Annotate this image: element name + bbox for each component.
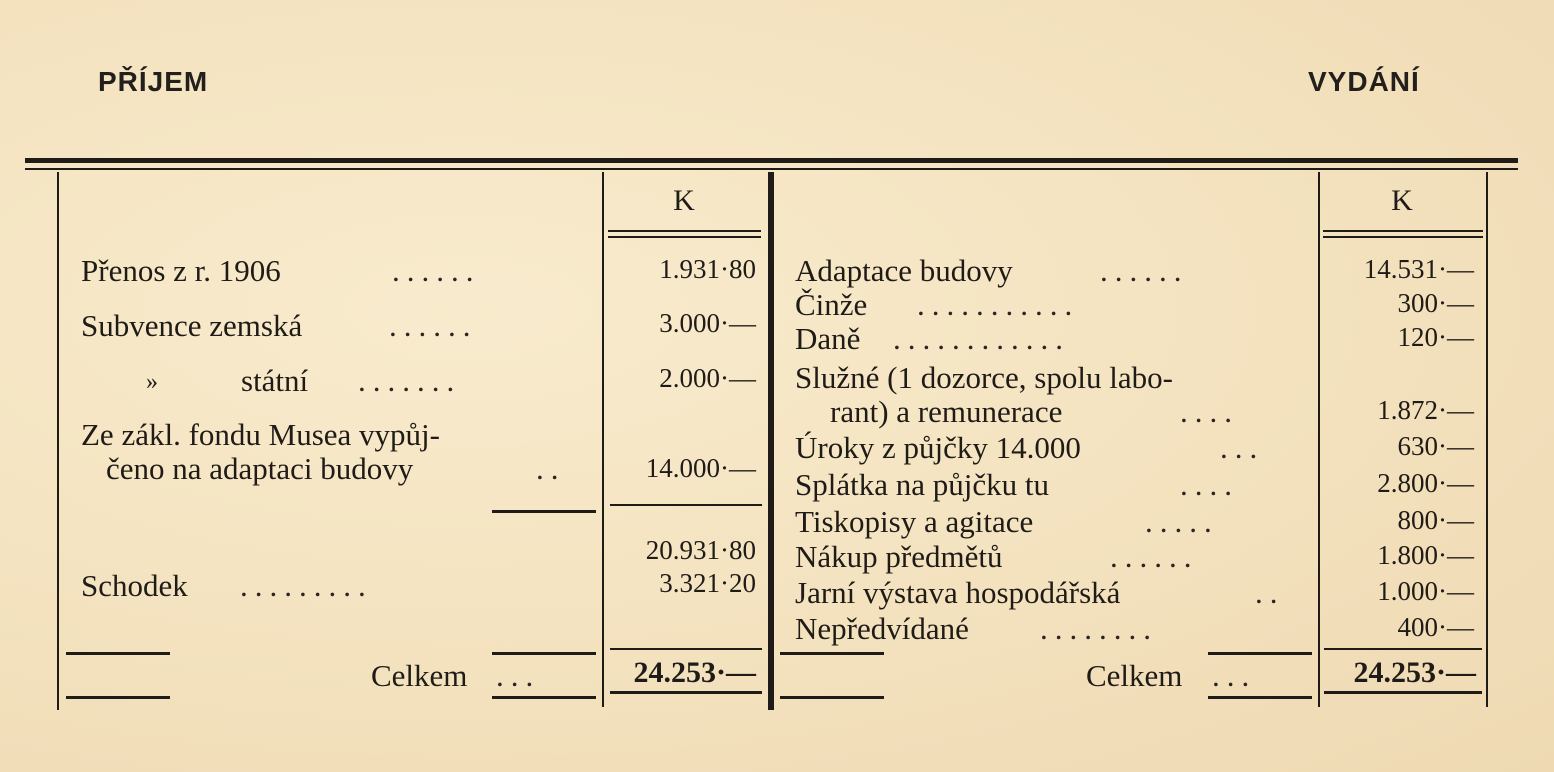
expense-row-amount: 300·— bbox=[1397, 288, 1474, 318]
expense-total-rule-mid-b bbox=[1208, 696, 1312, 699]
deficit-amount: 3.321·20 bbox=[659, 568, 756, 598]
leader-dots: ............ bbox=[893, 321, 1070, 356]
income-row-label-line1: Ze zákl. fondu Musea vypůj- bbox=[81, 417, 440, 452]
leader-dots: ........ bbox=[1040, 611, 1158, 646]
expense-row-amount: 800·— bbox=[1397, 505, 1474, 535]
expense-row-amount: 14.531·— bbox=[1363, 254, 1474, 284]
expense-total-rule-mid-a bbox=[1208, 652, 1312, 655]
leader-dots: ...... bbox=[1110, 539, 1199, 574]
left-border-line bbox=[57, 172, 59, 710]
right-border-line bbox=[1486, 172, 1488, 707]
expense-row-label: Úroky z půjčky 14.000 bbox=[795, 430, 1081, 465]
leader-dots: ......... bbox=[240, 568, 373, 603]
leader-dots: ...... bbox=[1100, 253, 1189, 288]
income-subtotal-rule-left bbox=[492, 510, 596, 513]
expense-row-amount: 630·— bbox=[1397, 431, 1474, 461]
expense-row-label: Splátka na půjčku tu bbox=[795, 467, 1049, 502]
income-row-amount: 3.000·— bbox=[659, 308, 756, 338]
income-subtotal: 20.931·80 bbox=[645, 535, 756, 565]
expense-row-label: Daně bbox=[795, 321, 861, 356]
income-total-rule-right-b bbox=[610, 691, 762, 694]
center-divider-line bbox=[768, 172, 774, 710]
leader-dots: ... bbox=[1220, 430, 1265, 465]
top-rule-thin bbox=[25, 168, 1518, 170]
income-total-rule-left-a bbox=[66, 652, 170, 655]
top-rule-thick bbox=[25, 158, 1518, 163]
expense-total-amount: 24.253·— bbox=[1353, 656, 1476, 689]
income-total-rule-mid-a bbox=[492, 652, 596, 655]
leader-dots: ....... bbox=[358, 363, 462, 398]
expense-row-amount: 120·— bbox=[1397, 322, 1474, 352]
expense-total-rule-left-b bbox=[780, 696, 884, 699]
expense-currency-rule-b bbox=[1323, 236, 1483, 238]
expense-row-label: Nákup předmětů bbox=[795, 539, 1003, 574]
expense-total-rule-right-a bbox=[1324, 648, 1482, 650]
expense-row-label: Nepředvídané bbox=[795, 611, 969, 646]
expense-total-rule-right-b bbox=[1324, 691, 1482, 694]
expense-row-amount: 1.872·— bbox=[1377, 395, 1474, 425]
income-currency-header: K bbox=[673, 184, 695, 217]
deficit-label: Schodek bbox=[81, 568, 188, 603]
expense-row-label-line1: Služné (1 dozorce, spolu labo- bbox=[795, 360, 1173, 395]
income-row-amount: 14.000·— bbox=[645, 453, 756, 483]
expense-total-rule-left-a bbox=[780, 652, 884, 655]
income-subtotal-rule-right bbox=[610, 504, 762, 506]
expense-row-label: Jarní výstava hospodářská bbox=[795, 575, 1121, 610]
income-currency-rule-a bbox=[608, 230, 761, 232]
expense-row-amount: 2.800·— bbox=[1377, 468, 1474, 498]
ditto-mark: » bbox=[146, 369, 158, 395]
income-currency-rule-b bbox=[608, 236, 761, 238]
income-amount-left-line bbox=[602, 172, 604, 707]
expense-row-amount: 400·— bbox=[1397, 612, 1474, 642]
leader-dots: .... bbox=[1180, 394, 1239, 429]
expense-total-label: Celkem bbox=[1086, 658, 1183, 693]
expense-currency-rule-a bbox=[1323, 230, 1483, 232]
expense-currency-header: K bbox=[1391, 184, 1413, 217]
expense-row-label-line2: rant) a remunerace bbox=[830, 394, 1063, 429]
income-row-label: Přenos z r. 1906 bbox=[81, 253, 281, 288]
expense-row-label: Tiskopisy a agitace bbox=[795, 504, 1034, 539]
leader-dots: ........... bbox=[917, 287, 1080, 322]
income-total-amount: 24.253·— bbox=[633, 656, 756, 689]
leader-dots: ...... bbox=[389, 308, 478, 343]
leader-dots: ...... bbox=[392, 253, 481, 288]
leader-dots: .. bbox=[1255, 575, 1285, 610]
expense-header: VYDÁNÍ bbox=[1308, 66, 1420, 97]
leader-dots: ..... bbox=[1145, 504, 1219, 539]
leader-dots: .. bbox=[536, 451, 566, 486]
income-total-label: Celkem bbox=[371, 658, 468, 693]
income-total-rule-mid-b bbox=[492, 696, 596, 699]
expense-row-amount: 1.800·— bbox=[1377, 540, 1474, 570]
expense-row-label: Činže bbox=[795, 287, 868, 322]
expense-row-label: Adaptace budovy bbox=[795, 253, 1013, 288]
income-total-rule-left-b bbox=[66, 696, 170, 699]
income-total-rule-right-a bbox=[610, 648, 762, 650]
expense-amount-left-line bbox=[1318, 172, 1320, 707]
income-row-amount: 1.931·80 bbox=[659, 254, 756, 284]
leader-dots: ... bbox=[1212, 658, 1257, 693]
expense-row-amount: 1.000·— bbox=[1377, 576, 1474, 606]
income-header: PŘÍJEM bbox=[98, 66, 209, 97]
leader-dots: .... bbox=[1180, 467, 1239, 502]
income-row-label: státní bbox=[241, 363, 309, 398]
income-row-label: Subvence zemská bbox=[81, 308, 303, 343]
income-row-amount: 2.000·— bbox=[659, 363, 756, 393]
income-row-label-line2: čeno na adaptaci budovy bbox=[106, 451, 414, 486]
leader-dots: ... bbox=[496, 658, 541, 693]
